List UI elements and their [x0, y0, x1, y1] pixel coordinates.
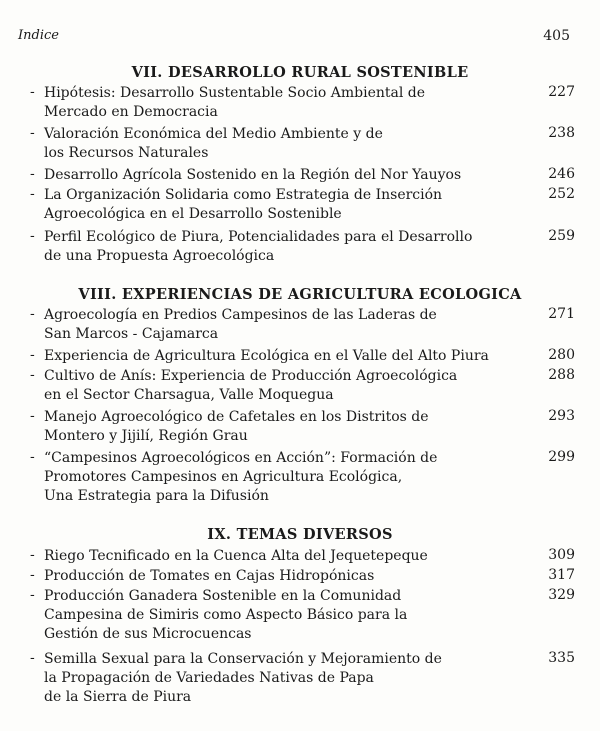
entry-title: Semilla Sexual para la Conservación y Mejoramiento de la Propagación de Variedades Nativas de Papa de la Sierra de Piura: [44, 651, 442, 705]
entry-title: La Organización Solidaria como Estrategia de Inserción Agroecológica en el Desarrollo Sostenible: [44, 187, 443, 222]
entry-title: Perfil Ecológico de Piura, Potencialidades para el Desarrollo de una Propuesta Agroecológica: [44, 229, 473, 264]
running-header-title: Indice: [18, 28, 59, 43]
entry-title: Producción Ganadera Sostenible en la Comunidad Campesina de Simiris como Aspecto Básico para la Gestión de sus Microcuencas: [44, 588, 408, 642]
entry-page-number: 288: [548, 367, 575, 383]
entry-dash: -: [30, 84, 35, 100]
entry-page-number: 238: [548, 125, 575, 141]
entry-page-number: 317: [548, 567, 575, 583]
entry-dash: -: [30, 166, 35, 182]
entry-page-number: 227: [548, 84, 575, 100]
section-title-viii: VIII. EXPERIENCIAS DE AGRICULTURA ECOLOGICA: [78, 286, 522, 303]
entry-dash: -: [30, 347, 35, 363]
entry-title: Manejo Agroecológico de Cafetales en los Distritos de Montero y Jijilí, Región Grau: [44, 409, 429, 444]
entry-title: Experiencia de Agricultura Ecológica en el Valle del Alto Piura: [44, 348, 489, 364]
entry-title: Desarrollo Agrícola Sostenido en la Región del Nor Yauyos: [44, 167, 462, 183]
entry-page-number: 271: [548, 306, 575, 322]
section-title-ix: IX. TEMAS DIVERSOS: [207, 526, 393, 543]
entry-dash: -: [30, 367, 35, 383]
entry-page-number: 252: [548, 186, 575, 202]
entry-dash: -: [30, 587, 35, 603]
entry-page-number: 309: [548, 547, 575, 563]
entry-title: “Campesinos Agroecológicos en Acción”: Formación de Promotores Campesinos en Agricultura Ecológica, Una Estrategia para la Difusión: [44, 450, 438, 504]
entry-title: Valoración Económica del Medio Ambiente y de los Recursos Naturales: [44, 126, 383, 161]
section-title-vii: VII. DESARROLLO RURAL SOSTENIBLE: [131, 64, 469, 81]
entry-dash: -: [30, 306, 35, 322]
running-header-page-number: 405: [543, 28, 570, 44]
entry-dash: -: [30, 547, 35, 563]
entry-page-number: 246: [548, 166, 575, 182]
entry-dash: -: [30, 228, 35, 244]
entry-page-number: 280: [548, 347, 575, 363]
entry-title: Producción de Tomates en Cajas Hidropónicas: [44, 568, 375, 584]
entry-page-number: 293: [548, 408, 575, 424]
entry-dash: -: [30, 650, 35, 666]
entry-page-number: 299: [548, 449, 575, 465]
entry-dash: -: [30, 125, 35, 141]
entry-page-number: 329: [548, 587, 575, 603]
entry-dash: -: [30, 449, 35, 465]
entry-dash: -: [30, 408, 35, 424]
entry-dash: -: [30, 567, 35, 583]
entry-page-number: 259: [548, 228, 575, 244]
entry-title: Riego Tecnificado en la Cuenca Alta del Jequetepeque: [44, 548, 428, 564]
entry-page-number: 335: [548, 650, 575, 666]
entry-title: Hipótesis: Desarrollo Sustentable Socio Ambiental de Mercado en Democracia: [44, 85, 426, 120]
entry-title: Agroecología en Predios Campesinos de las Laderas de San Marcos - Cajamarca: [44, 307, 437, 342]
entry-title: Cultivo de Anís: Experiencia de Producción Agroecológica en el Sector Charsagua, Valle Moquegua: [44, 368, 458, 403]
entry-dash: -: [30, 186, 35, 202]
